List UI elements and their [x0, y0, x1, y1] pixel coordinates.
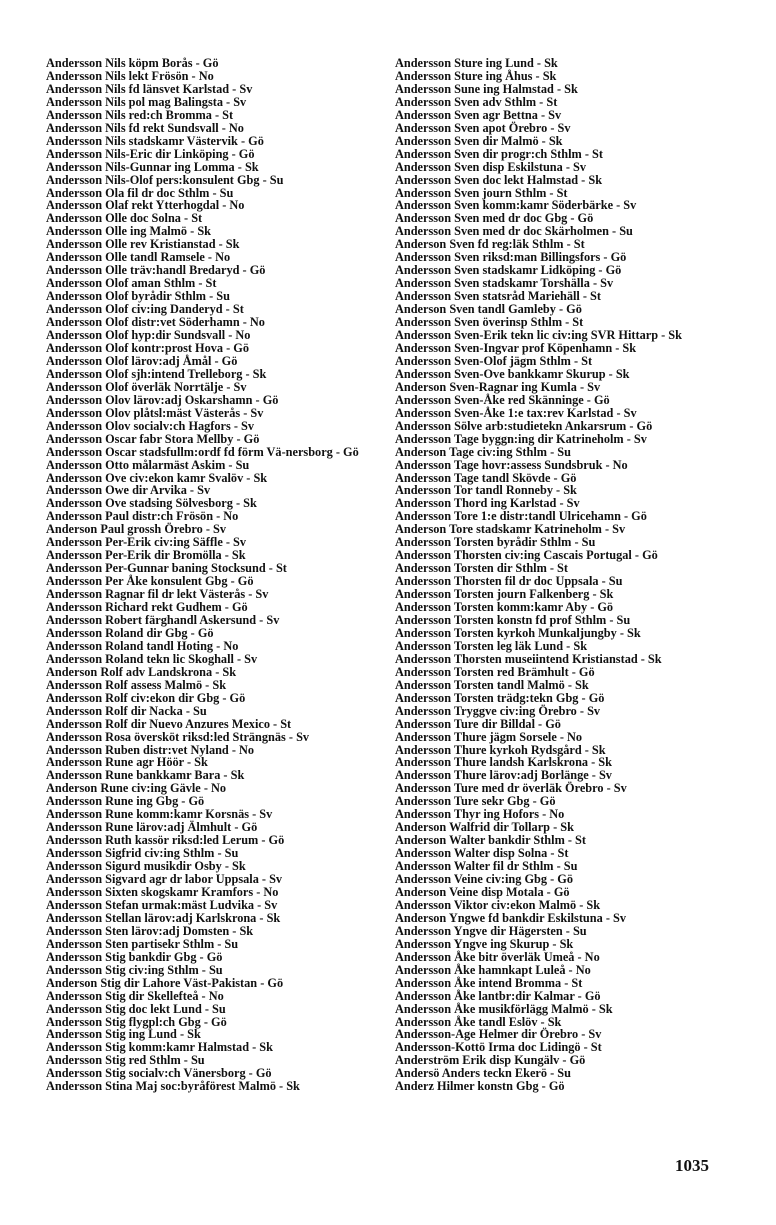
directory-entry: Andersson Sven statsråd Mariehäll - St [395, 289, 601, 304]
directory-entry: Andersson Stig ing Lund - Sk [46, 1027, 201, 1042]
directory-entry: Andersson Sture ing Lund - Sk [395, 56, 558, 70]
directory-entry: Andersson Sven dir Malmö - Sk [395, 133, 563, 148]
directory-entry: Andersson Sven-Åke red Skänninge - Gö [395, 392, 610, 407]
directory-entry: Andersson Owe dir Arvika - Sv [46, 483, 211, 498]
directory-entry: Andersson Nils-Gunnar ing Lomma - Sk [46, 159, 259, 174]
directory-entry: Anderson Rolf adv Landskrona - Sk [46, 664, 237, 679]
directory-entry: Andersson Viktor civ:ekon Malmö - Sk [395, 897, 601, 912]
directory-entry: Andersson Torsten trädg:tekn Gbg - Gö [395, 690, 605, 705]
directory-entry: Andersson Torsten komm:kamr Aby - Gö [395, 600, 614, 615]
directory-entry: Andersson Åke tandl Eslöv - Sk [395, 1014, 562, 1029]
directory-entry: Andersson Torsten journ Falkenberg - Sk [395, 587, 614, 602]
directory-entry: Andersson Rune ing Gbg - Gö [46, 794, 205, 809]
directory-entry: Andersson Stig flygpl:ch Gbg - Gö [46, 1014, 227, 1029]
directory-entry: Andersson Sven-Ove bankkamr Skurup - Sk [395, 366, 630, 381]
directory-entry: Andersson Sven med dr doc Gbg - Gö [395, 211, 594, 226]
directory-entry: Andersson Thyr ing Hofors - No [395, 807, 565, 822]
directory-entry: Andersson Sölve arb:studietekn Ankarsrum - Gö [395, 418, 653, 433]
directory-entry: Andersson Olov socialv:ch Hagfors - Sv [46, 418, 255, 433]
directory-entry: Andersson Ola fil dr doc Sthlm - Su [46, 185, 234, 200]
directory-entry: Andersson Sven komm:kamr Söderbärke - Sv [395, 198, 637, 213]
directory-entry: Andersson Olof aman Sthlm - St [46, 276, 217, 291]
directory-entry: Andersson Stefan urmak:mäst Ludvika - Sv [46, 897, 278, 912]
directory-entry: Andersson Sven adv Sthlm - St [395, 94, 558, 109]
directory-entry: Andersson-Kottö Irma doc Lidingö - St [395, 1040, 602, 1055]
directory-entry: Andersson Åke bitr överläk Umeå - No [395, 949, 600, 964]
directory-entry: Anderson Stig dir Lahore Väst-Pakistan - Gö [46, 975, 284, 990]
directory-entry: Andersson Thure lärov:adj Borlänge - Sv [395, 768, 612, 783]
directory-entry: Andersson Olof hyp:dir Sundsvall - No [46, 328, 251, 343]
directory-entry: Andersson Sven doc lekt Halmstad - Sk [395, 172, 603, 187]
directory-entry: Andersson Rolf civ:ekon dir Gbg - Gö [46, 690, 246, 705]
directory-entry: Andersson Olaf rekt Ytterhogdal - No [46, 198, 245, 213]
directory-entry: Andersson Per Åke konsulent Gbg - Gö [46, 574, 254, 589]
directory-entry: Andersson Torsten red Brämhult - Gö [395, 664, 595, 679]
directory-entry: Andersson Sven med dr doc Skärholmen - Su [395, 224, 633, 239]
directory-entry: Andersson Olof sjh:intend Trelleborg - Sk [46, 366, 267, 381]
directory-entry: Andersson Tore 1:e distr:tandl Ulricehamn - Gö [395, 509, 647, 524]
directory-entry: Andersson Sven stadskamr Lidköping - Gö [395, 263, 622, 278]
directory-entry: Andersson Ture sekr Gbg - Gö [395, 794, 556, 809]
directory-entry: Andersö Anders teckn Ekerö - Su [395, 1066, 571, 1081]
directory-entry: Andersson Sune ing Halmstad - Sk [395, 81, 578, 96]
directory-entry: Andersson Sture ing Åhus - Sk [395, 68, 557, 83]
directory-entry: Andersson Oscar fabr Stora Mellby - Gö [46, 431, 260, 446]
directory-entry: Andersson Torsten byrådir Sthlm - Su [395, 535, 596, 550]
directory-entry: Andersson Sven disp Eskilstuna - Sv [395, 159, 587, 174]
directory-entry: Andersson Thord ing Karlstad - Sv [395, 496, 580, 511]
directory-entry: Andersson Olle rev Kristianstad - Sk [46, 237, 240, 252]
directory-entry: Andersson Olof lärov:adj Åmål - Gö [46, 353, 238, 368]
directory-entry: Anderson Rune civ:ing Gävle - No [46, 781, 227, 796]
directory-entry: Andersson Rolf dir Nacka - Su [46, 703, 207, 718]
directory-entry: Anderström Erik disp Kungälv - Gö [395, 1053, 586, 1068]
directory-entry: Anderz Hilmer konstn Gbg - Gö [395, 1079, 565, 1094]
directory-entry: Andersson Per-Gunnar baning Stocksund - St [46, 561, 287, 576]
right-column [395, 57, 735, 1093]
directory-entry: Andersson Stig civ:ing Sthlm - Su [46, 962, 223, 977]
directory-entry: Andersson Torsten tandl Malmö - Sk [395, 677, 589, 692]
directory-entry: Andersson Stig red Sthlm - Su [46, 1053, 205, 1068]
directory-entry: Andersson Åke musikförlägg Malmö - Sk [395, 1001, 613, 1016]
directory-entry: Andersson Olov plåtsl:mäst Västerås - Sv [46, 405, 264, 420]
directory-entry: Andersson Sven-Åke 1:e tax:rev Karlstad - Sv [395, 405, 637, 420]
directory-entry: Anderson Sven-Ragnar ing Kumla - Sv [395, 379, 601, 394]
directory-entry: Andersson Thorsten civ:ing Cascais Portugal - Gö [395, 548, 658, 563]
directory-entry: Andersson Nils-Eric dir Linköping - Gö [46, 146, 255, 161]
directory-entry: Andersson Thorsten fil dr doc Uppsala - Su [395, 574, 623, 589]
directory-entry: Andersson Rune komm:kamr Korsnäs - Sv [46, 807, 273, 822]
directory-entry: Andersson Torsten dir Sthlm - St [395, 561, 568, 576]
directory-entry: Andersson Olof kontr:prost Hova - Gö [46, 340, 250, 355]
directory-entry: Andersson Stellan lärov:adj Karlskrona - Sk [46, 910, 281, 925]
directory-entry: Andersson Rune agr Höör - Sk [46, 755, 208, 770]
directory-entry: Andersson Stig bankdir Gbg - Gö [46, 949, 223, 964]
directory-entry: Andersson Tor tandl Ronneby - Sk [395, 483, 577, 498]
directory-entry: Andersson Olov lärov:adj Oskarshamn - Gö [46, 392, 279, 407]
directory-entry: Anderson Walter bankdir Sthlm - St [395, 833, 586, 848]
left-column [46, 57, 386, 1093]
directory-entry: Anderson Sven fd reg:läk Sthlm - St [395, 237, 585, 252]
directory-entry: Andersson Nils fd länsvet Karlstad - Sv [46, 81, 253, 96]
directory-entry: Andersson Torsten konstn fd prof Sthlm - Su [395, 612, 631, 627]
directory-entry: Andersson Olof överläk Norrtälje - Sv [46, 379, 247, 394]
directory-entry: Andersson Otto målarmäst Askim - Su [46, 457, 250, 472]
directory-entry: Andersson Ruben distr:vet Nyland - No [46, 742, 255, 757]
directory-entry: Andersson Rune bankkamr Bara - Sk [46, 768, 245, 783]
directory-entry: Andersson Stig doc lekt Lund - Su [46, 1001, 226, 1016]
directory-entry: Andersson Stig komm:kamr Halmstad - Sk [46, 1040, 273, 1055]
directory-entry: Andersson Sven stadskamr Torshälla - Sv [395, 276, 614, 291]
page-number: 1035 [675, 1156, 709, 1175]
directory-entry: Andersson Stig dir Skellefteå - No [46, 988, 224, 1003]
directory-entry: Andersson Olle doc Solna - St [46, 211, 203, 226]
directory-entry: Anderson Tore stadskamr Katrineholm - Sv [395, 522, 626, 537]
directory-entry: Andersson Paul distr:ch Frösön - No [46, 509, 239, 524]
directory-entry: Andersson Veine civ:ing Gbg - Gö [395, 872, 573, 887]
directory-entry: Andersson Ture med dr överläk Örebro - Sv [395, 781, 627, 796]
directory-entry: Andersson Sven agr Bettna - Sv [395, 107, 562, 122]
directory-entry: Andersson Sigfrid civ:ing Sthlm - Su [46, 846, 239, 861]
directory-entry: Andersson Tage tandl Skövde - Gö [395, 470, 577, 485]
directory-entry: Andersson Tage hovr:assess Sundsbruk - No [395, 457, 628, 472]
directory-entry: Anderson Yngwe fd bankdir Eskilstuna - Sv [395, 910, 626, 925]
directory-entry: Andersson Sten lärov:adj Domsten - Sk [46, 923, 254, 938]
directory-entry: Andersson Tage byggn:ing dir Katrineholm - Sv [395, 431, 647, 446]
directory-entry: Andersson Torsten leg läk Lund - Sk [395, 638, 588, 653]
directory-entry: Andersson Thorsten museiintend Kristianstad - Sk [395, 651, 662, 666]
directory-entry: Andersson Thure jägm Sorsele - No [395, 729, 583, 744]
directory-entry: Andersson Nils pol mag Balingsta - Sv [46, 94, 247, 109]
directory-entry: Andersson Sixten skogskamr Kramfors - No [46, 885, 279, 899]
directory-entry: Andersson Nils fd rekt Sundsvall - No [46, 120, 244, 135]
directory-entry: Andersson Stina Maj soc:byråförest Malmö - Sk [46, 1079, 300, 1094]
directory-entry: Anderson Veine disp Motala - Gö [395, 885, 570, 899]
directory-entry: Andersson Rolf dir Nuevo Anzures Mexico - St [46, 716, 292, 731]
directory-entry: Andersson Olof civ:ing Danderyd - St [46, 302, 244, 317]
directory-entry: Andersson Ragnar fil dr lekt Västerås - Sv [46, 587, 269, 602]
directory-entry: Andersson Thure landsh Karlskrona - Sk [395, 755, 612, 770]
directory-entry: Andersson Sven riksd:man Billingsfors - Gö [395, 250, 627, 265]
directory-entry: Anderson Sven tandl Gamleby - Gö [395, 302, 582, 317]
directory-entry: Andersson Olle träv:handl Bredaryd - Gö [46, 263, 266, 278]
directory-entry: Andersson Sven-Ingvar prof Köpenhamn - Sk [395, 340, 637, 355]
directory-entry: Andersson Sven överinsp Sthlm - St [395, 315, 584, 330]
directory-entry: Andersson Walter disp Solna - St [395, 846, 569, 861]
directory-entry: Andersson Sigvard agr dr labor Uppsala - Sv [46, 872, 283, 887]
directory-entry: Andersson Stig socialv:ch Vänersborg - Gö [46, 1066, 272, 1081]
directory-entry: Andersson Roland dir Gbg - Gö [46, 625, 214, 640]
directory-entry: Andersson Nils stadskamr Västervik - Gö [46, 133, 264, 148]
directory-entry: Andersson Roland tekn lic Skoghall - Sv [46, 651, 258, 666]
directory-entry: Andersson Ove stadsing Sölvesborg - Sk [46, 496, 257, 511]
directory-entry: Andersson Ture dir Billdal - Gö [395, 716, 561, 731]
directory-entry: Andersson-Age Helmer dir Örebro - Sv [395, 1027, 602, 1042]
directory-entry: Andersson Tryggve civ:ing Örebro - Sv [395, 703, 601, 718]
directory-entry: Andersson Robert färghandl Askersund - Sv [46, 612, 280, 627]
directory-entry: Andersson Yngve ing Skurup - Sk [395, 936, 574, 951]
directory-entry: Andersson Åke hamnkapt Luleå - No [395, 962, 591, 977]
directory-entry: Andersson Sven dir progr:ch Sthlm - St [395, 146, 603, 161]
directory-entry: Andersson Sven-Olof jägm Sthlm - St [395, 353, 593, 368]
directory-entry: Andersson Olle tandl Ramsele - No [46, 250, 231, 265]
directory-entry: Andersson Sven apot Örebro - Sv [395, 120, 571, 135]
directory-entry: Andersson Ruth kassör riksd:led Lerum - Gö [46, 833, 285, 848]
directory-entry: Andersson Sten partisekr Sthlm - Su [46, 936, 239, 951]
directory-entry: Andersson Yngve dir Hägersten - Su [395, 923, 587, 938]
directory-entry: Andersson Rosa översköt riksd:led Strängnäs - Sv [46, 729, 310, 744]
directory-entry: Andersson Nils lekt Frösön - No [46, 68, 214, 83]
directory-entry: Anderson Paul grossh Örebro - Sv [46, 522, 227, 537]
directory-entry: Anderson Tage civ:ing Sthlm - Su [395, 444, 571, 459]
directory-entry: Andersson Nils köpm Borås - Gö [46, 56, 219, 70]
directory-entry: Andersson Walter fil dr Sthlm - Su [395, 859, 578, 874]
directory-entry: Andersson Sigurd musikdir Osby - Sk [46, 859, 246, 874]
directory-entry: Andersson Roland tandl Hoting - No [46, 638, 239, 653]
directory-entry: Andersson Torsten kyrkoh Munkaljungby - Sk [395, 625, 641, 640]
directory-entry: Andersson Olof byrådir Sthlm - Su [46, 289, 230, 304]
directory-entry: Andersson Olle ing Malmö - Sk [46, 224, 211, 239]
directory-entry: Andersson Sven-Erik tekn lic civ:ing SVR Hittarp - Sk [395, 328, 682, 343]
directory-entry: Andersson Sven journ Sthlm - St [395, 185, 568, 200]
directory-entry: Andersson Per-Erik civ:ing Säffle - Sv [46, 535, 247, 550]
directory-entry: Andersson Nils-Olof pers:konsulent Gbg - Su [46, 172, 284, 187]
directory-entry: Andersson Per-Erik dir Bromölla - Sk [46, 548, 246, 563]
directory-entry: Andersson Rolf assess Malmö - Sk [46, 677, 227, 692]
directory-entry: Andersson Åke intend Bromma - St [395, 975, 583, 990]
directory-entry: Andersson Ove civ:ekon kamr Svalöv - Sk [46, 470, 268, 485]
directory-entry: Anderson Walfrid dir Tollarp - Sk [395, 820, 574, 835]
directory-entry: Andersson Rune lärov:adj Älmhult - Gö [46, 820, 258, 835]
directory-entry: Andersson Thure kyrkoh Rydsgård - Sk [395, 742, 606, 757]
directory-entry: Andersson Richard rekt Gudhem - Gö [46, 600, 248, 615]
directory-entry: Andersson Oscar stadsfullm:ordf fd förm Vä-nersborg - Gö [46, 444, 359, 459]
directory-entry: Andersson Nils red:ch Bromma - St [46, 107, 234, 122]
directory-entry: Andersson Åke lantbr:dir Kalmar - Gö [395, 988, 601, 1003]
directory-entry: Andersson Olof distr:vet Söderhamn - No [46, 315, 265, 330]
